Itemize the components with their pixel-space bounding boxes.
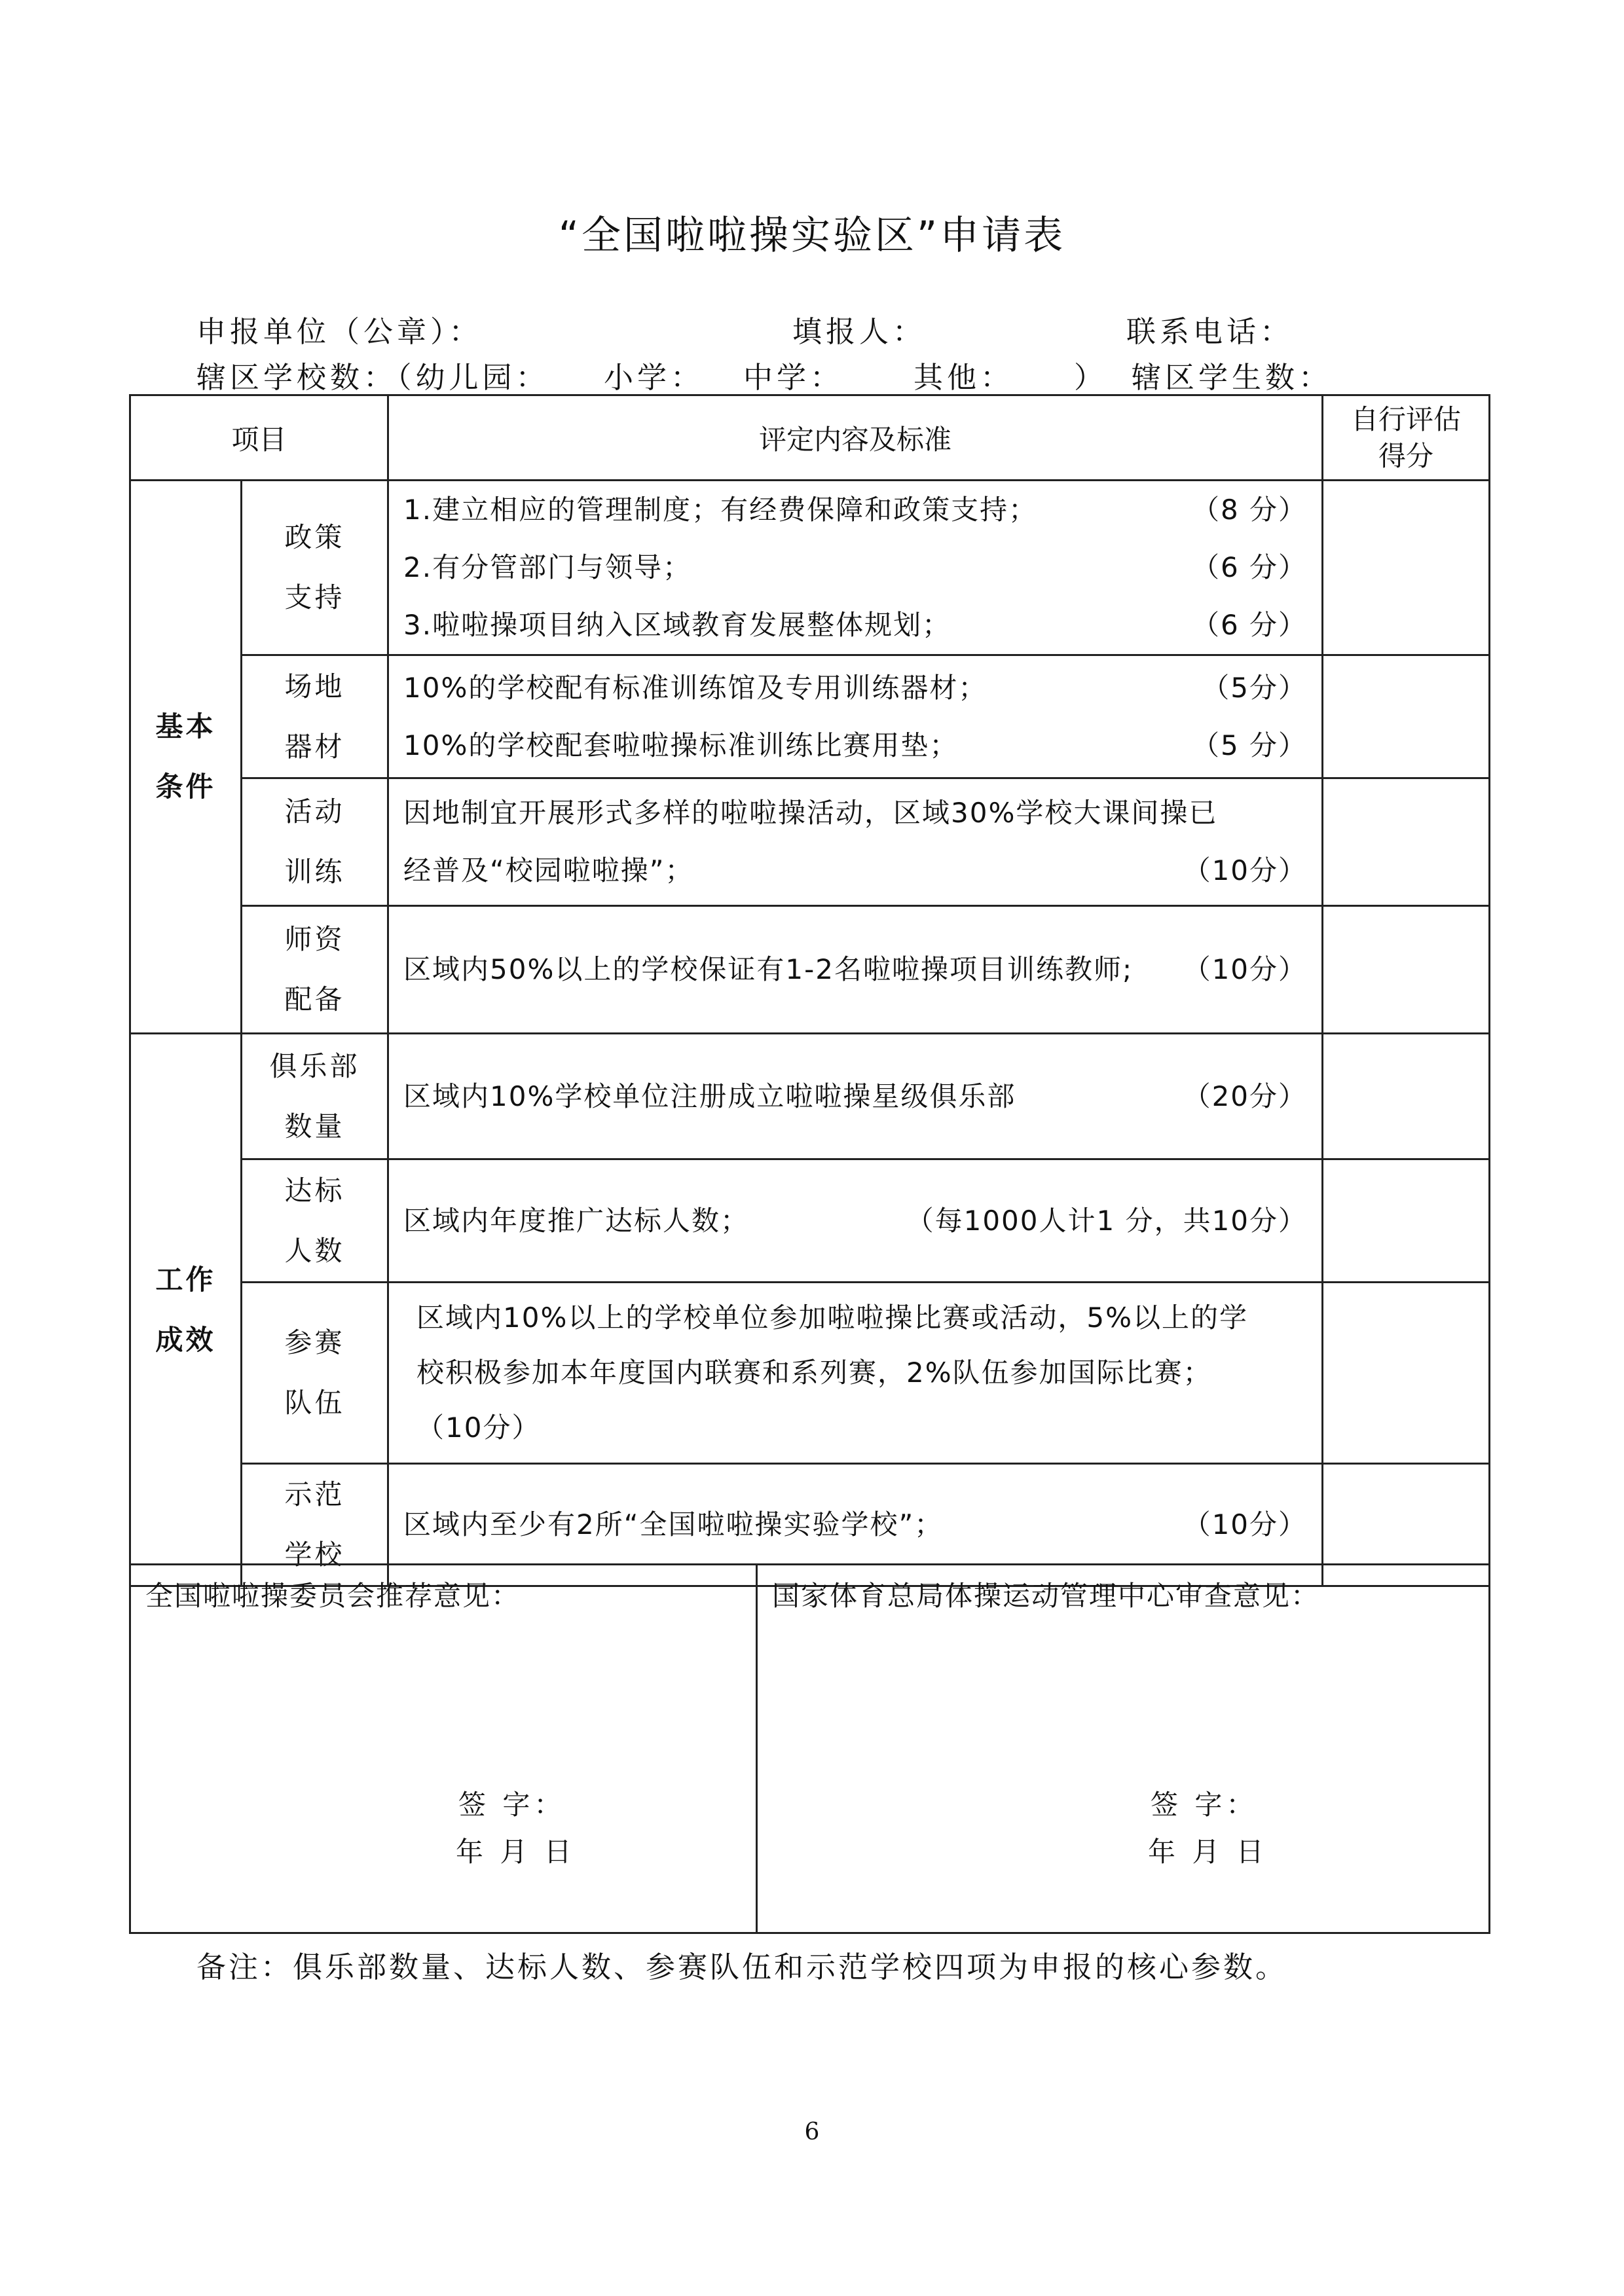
content-text: 10%的学校配有标准训练馆及专用训练器材； bbox=[403, 671, 987, 704]
page-number: 6 bbox=[804, 2119, 820, 2145]
table-row bbox=[130, 481, 1490, 655]
table-row bbox=[130, 1283, 1490, 1464]
col-item-header: 项目 bbox=[130, 395, 388, 481]
category-basic bbox=[130, 481, 242, 1034]
item-teachers-line1: 师资 bbox=[284, 923, 345, 955]
content-teams bbox=[388, 1283, 1323, 1464]
center-sign-label: 签 字： bbox=[1151, 1789, 1258, 1821]
item-demo-schools-line2: 学校 bbox=[284, 1539, 345, 1571]
opinion-committee[interactable] bbox=[130, 1565, 757, 1933]
item-policy-line2: 支持 bbox=[284, 581, 345, 613]
content-text: 1.建立相应的管理制度；有经费保障和政策支持； bbox=[403, 494, 1038, 526]
col-content-header: 评定内容及标准 bbox=[388, 395, 1323, 481]
content-text: 区域内至少有2所“全国啦啦操实验学校”； bbox=[403, 1508, 944, 1540]
opinion-table bbox=[129, 1563, 1490, 1934]
content-activity bbox=[388, 778, 1323, 906]
col-score-header-line1: 自行评估 bbox=[1351, 403, 1462, 435]
category-results-line2: 成效 bbox=[155, 1323, 216, 1356]
item-activity-line2: 训练 bbox=[284, 856, 345, 888]
col-score-header-line2: 得分 bbox=[1378, 439, 1434, 472]
score-cell[interactable] bbox=[1323, 1283, 1490, 1464]
content-score: （6 分） bbox=[1191, 609, 1308, 641]
content-score: （5分） bbox=[1202, 671, 1308, 704]
header-filler-label: 填报人： bbox=[792, 314, 927, 349]
content-text: 区域内10%以上的学校单位参加啦啦操比赛或活动，5%以上的学 bbox=[416, 1302, 1248, 1334]
content-score: （10分） bbox=[1183, 953, 1308, 985]
content-line bbox=[403, 539, 1307, 596]
content-venue bbox=[388, 655, 1323, 778]
content-text: 因地制宜开展形式多样的啦啦操活动，区域30%学校大课间操已 bbox=[403, 797, 1218, 829]
content-text: 区域内50%以上的学校保证有1-2名啦啦操项目训练教师; bbox=[403, 953, 1134, 985]
opinion-committee-title: 全国啦啦操委员会推荐意见： bbox=[145, 1580, 521, 1612]
category-basic-line2: 条件 bbox=[155, 771, 216, 803]
center-sign-block bbox=[1148, 1781, 1268, 1876]
committee-sign-block bbox=[458, 1781, 576, 1876]
item-venue bbox=[242, 655, 388, 778]
content-line bbox=[403, 659, 1307, 717]
content-line bbox=[403, 596, 1307, 654]
opinion-center-title: 国家体育总局体操运动管理中心审查意见： bbox=[772, 1580, 1320, 1612]
item-teams bbox=[242, 1283, 388, 1464]
item-teams-line2: 队伍 bbox=[284, 1387, 345, 1419]
item-clubs bbox=[242, 1034, 388, 1159]
item-qualified bbox=[242, 1159, 388, 1283]
score-cell[interactable] bbox=[1323, 1034, 1490, 1159]
content-score: （6 分） bbox=[1191, 551, 1308, 583]
score-cell[interactable] bbox=[1323, 778, 1490, 906]
content-score: （每1000人计1 分，共10分） bbox=[906, 1204, 1308, 1237]
content-score: （10分） bbox=[1183, 1508, 1308, 1540]
content-line bbox=[403, 842, 1307, 900]
content-qualified bbox=[388, 1159, 1323, 1283]
item-teams-line1: 参赛 bbox=[284, 1326, 345, 1358]
item-venue-line2: 器材 bbox=[284, 730, 345, 763]
content-line bbox=[403, 1290, 1307, 1345]
header-schools-label: 辖区学校数：（幼儿园： bbox=[196, 360, 549, 395]
score-cell[interactable] bbox=[1323, 906, 1490, 1034]
header-phone-label: 联系电话： bbox=[1126, 314, 1294, 349]
item-demo-schools-line1: 示范 bbox=[284, 1478, 345, 1510]
content-score: （5 分） bbox=[1191, 729, 1308, 761]
table-header-row bbox=[130, 395, 1490, 481]
score-cell[interactable] bbox=[1323, 655, 1490, 778]
content-text: （10分） bbox=[416, 1412, 541, 1444]
category-basic-line1: 基本 bbox=[155, 710, 216, 742]
content-line bbox=[403, 717, 1307, 774]
content-score: （20分） bbox=[1183, 1080, 1308, 1112]
col-score-header bbox=[1323, 395, 1490, 481]
header-students-label: 辖区学生数： bbox=[1132, 360, 1333, 395]
item-clubs-line2: 数量 bbox=[284, 1110, 345, 1142]
content-line bbox=[403, 1192, 1307, 1250]
header-unit-label: 申报单位（公章）： bbox=[196, 314, 483, 349]
content-policy bbox=[388, 481, 1323, 655]
content-text: 10%的学校配套啦啦操标准训练比赛用垫； bbox=[403, 729, 959, 761]
content-line bbox=[403, 784, 1307, 842]
table-row bbox=[130, 1034, 1490, 1159]
content-score: （8 分） bbox=[1191, 494, 1308, 526]
table-row bbox=[130, 1159, 1490, 1283]
content-line bbox=[403, 941, 1307, 998]
content-line bbox=[403, 1400, 1307, 1455]
content-text: 经普及“校园啦啦操”； bbox=[403, 854, 694, 886]
content-line bbox=[403, 481, 1307, 539]
content-line bbox=[403, 1068, 1307, 1125]
content-text: 区域内年度推广达标人数； bbox=[403, 1204, 750, 1237]
item-qualified-line1: 达标 bbox=[284, 1174, 345, 1207]
content-text: 区域内10%学校单位注册成立啦啦操星级俱乐部 bbox=[403, 1080, 1016, 1112]
table-row bbox=[130, 906, 1490, 1034]
score-cell[interactable] bbox=[1323, 481, 1490, 655]
item-teachers bbox=[242, 906, 388, 1034]
header-middle-label: 中学： bbox=[743, 360, 844, 395]
content-score: （10分） bbox=[1183, 854, 1308, 886]
category-results-line1: 工作 bbox=[155, 1263, 216, 1296]
center-date-label: 年 月 日 bbox=[1148, 1836, 1268, 1868]
application-table bbox=[129, 394, 1490, 1587]
header-other-label: 其他： bbox=[913, 360, 1014, 395]
item-policy-line1: 政策 bbox=[284, 521, 345, 553]
content-teachers bbox=[388, 906, 1323, 1034]
table-row bbox=[130, 655, 1490, 778]
content-clubs bbox=[388, 1034, 1323, 1159]
form-title: “全国啦啦操实验区”申请表 bbox=[558, 213, 1066, 259]
item-qualified-line2: 人数 bbox=[284, 1234, 345, 1267]
item-activity bbox=[242, 778, 388, 906]
header-paren-close: ） bbox=[1074, 360, 1108, 395]
item-clubs-line1: 俱乐部 bbox=[269, 1049, 360, 1082]
header-primary-label: 小学： bbox=[604, 360, 705, 395]
committee-date-label: 年 月 日 bbox=[456, 1836, 576, 1868]
item-activity-line1: 活动 bbox=[284, 795, 345, 828]
committee-sign-label: 签 字： bbox=[458, 1789, 566, 1821]
opinion-center[interactable] bbox=[757, 1565, 1490, 1933]
table-row bbox=[130, 778, 1490, 906]
score-cell[interactable] bbox=[1323, 1159, 1490, 1283]
content-line bbox=[403, 1496, 1307, 1554]
item-venue-line1: 场地 bbox=[284, 670, 345, 702]
remark-note: 备注：俱乐部数量、达标人数、参赛队伍和示范学校四项为申报的核心参数。 bbox=[196, 1950, 1288, 1984]
item-teachers-line2: 配备 bbox=[284, 983, 345, 1015]
content-text: 2.有分管部门与领导； bbox=[403, 551, 692, 583]
content-line bbox=[403, 1345, 1307, 1400]
item-policy bbox=[242, 481, 388, 655]
content-text: 3.啦啦操项目纳入区域教育发展整体规划； bbox=[403, 609, 951, 641]
content-text: 校积极参加本年度国内联赛和系列赛，2%队伍参加国际比赛； bbox=[416, 1357, 1212, 1389]
category-results bbox=[130, 1034, 242, 1586]
